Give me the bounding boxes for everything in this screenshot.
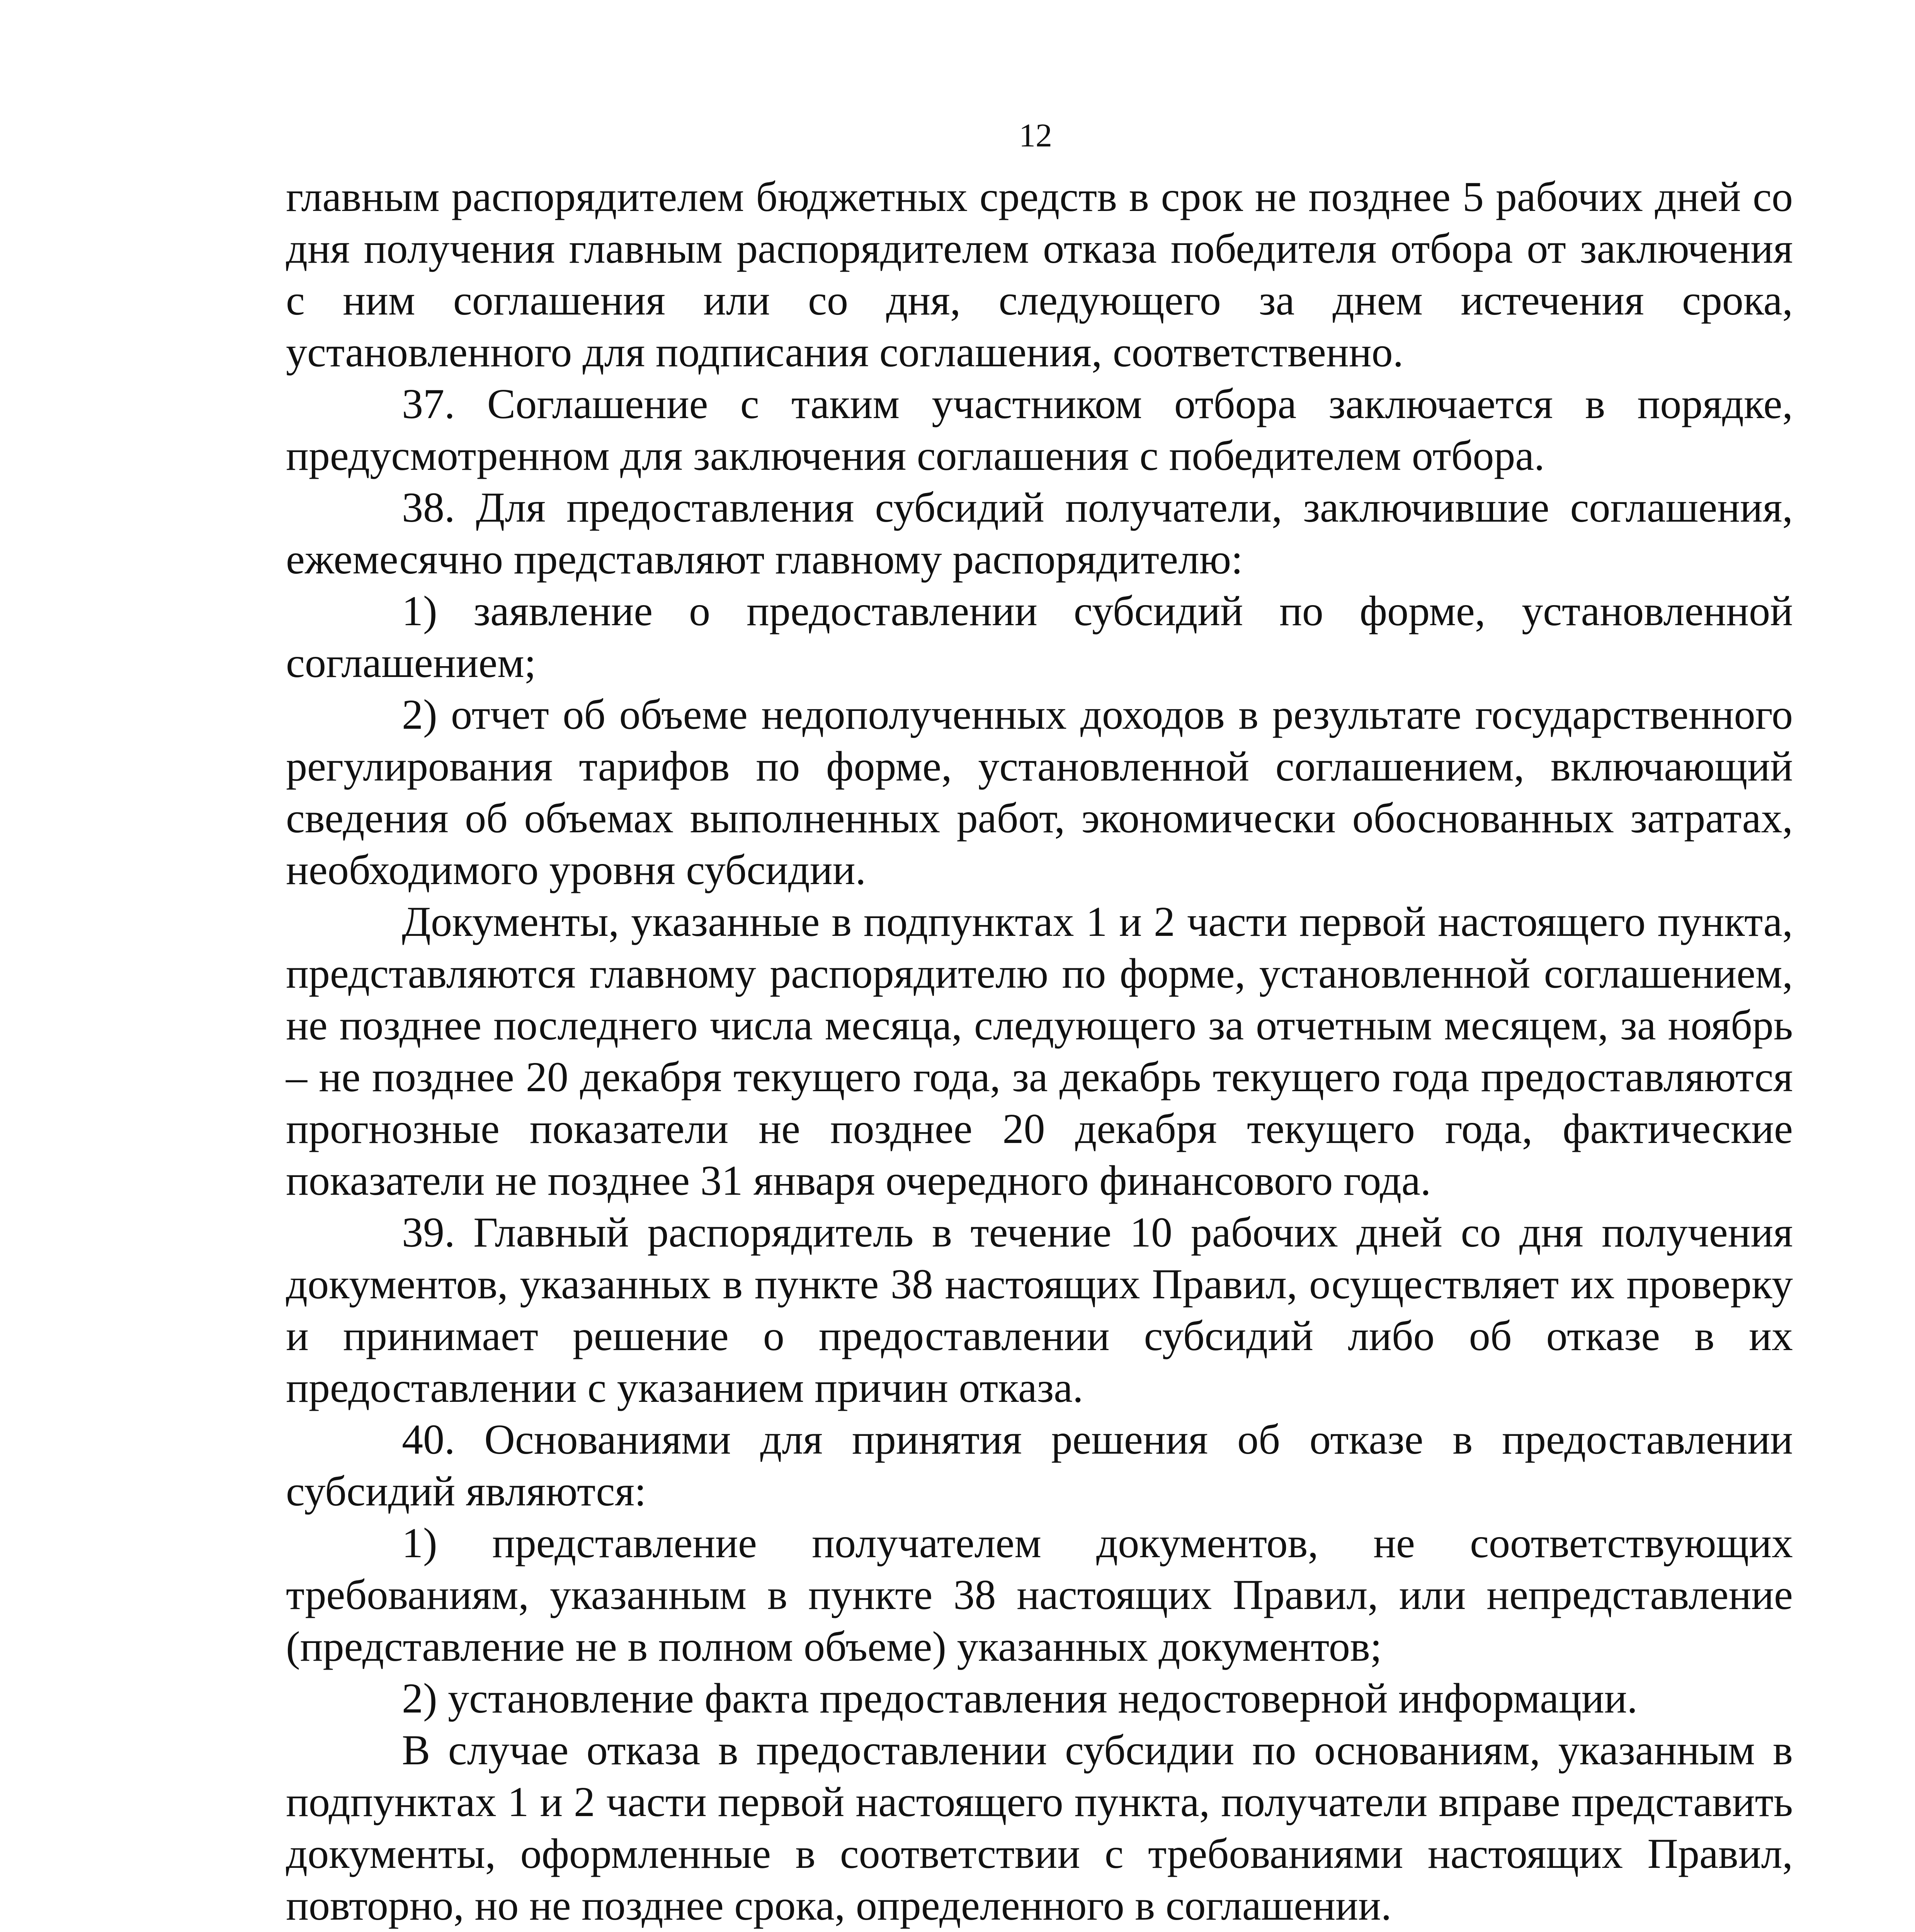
paragraph-subitem-1: 1) заявление о предоставлении субсидий по форме, установленной соглашением; [286, 587, 1793, 686]
paragraph-reason-1: 1) представление получателем документов, не соответствующих требованиям, указанным в пункте 38 настоящих Правил, или непредставление (представление не в полном объеме) указанных документов; [286, 1519, 1793, 1670]
paragraph-item-37: 37. Соглашение с таким участником отбора заключается в порядке, предусмотренном для заключения соглашения с победителем отбора. [286, 380, 1793, 479]
page-number: 12 [1019, 117, 1052, 154]
paragraph-item-38: 38. Для предоставления субсидий получатели, заключившие соглашения, ежемесячно представляют главному распорядителю: [286, 484, 1793, 583]
paragraph-item-40: 40. Основаниями для принятия решения об отказе в предоставлении субсидий являются: [286, 1416, 1793, 1515]
document-body [286, 171, 1793, 1932]
paragraph-reason-2: 2) установление факта предоставления недостоверной информации. [402, 1675, 1638, 1722]
paragraph-continuation: главным распорядителем бюджетных средств в срок не позднее 5 рабочих дней со дня получения главным распорядителем отказа победителя отбора от заключения с ним соглашения или со дня, следующего за днем истечения срока, установленного для подписания соглашения, соответственно. [286, 173, 1793, 376]
paragraph-subitem-2: 2) отчет об объеме недополученных доходов в результате государственного регулирования тарифов по форме, установленной соглашением, включающий сведения об объемах выполненных работ, экономически обоснованных затратах, необходимого уровня субсидии. [286, 691, 1793, 893]
paragraph-refusal-case: В случае отказа в предоставлении субсидии по основаниям, указанным в подпунктах 1 и 2 части первой настоящего пункта, получатели вправе представить документы, оформленные в соответствии с требованиями настоящих Правил, повторно, но не позднее срока, определенного в соглашении. [286, 1726, 1793, 1929]
paragraph-documents: Документы, указанные в подпунктах 1 и 2 части первой настоящего пункта, представляются главному распорядителю по форме, установленной соглашением, не позднее последнего числа месяца, следующего за отчетным месяцем, за ноябрь – не позднее 20 декабря текущего года, за декабрь текущего года предоставляются прогнозные показатели не позднее 20 декабря текущего года, фактические показатели не позднее 31 января очередного финансового года. [286, 898, 1793, 1204]
paragraph-item-39: 39. Главный распорядитель в течение 10 рабочих дней со дня получения документов, указанных в пункте 38 настоящих Правил, осуществляет их проверку и принимает решение о предоставлении субсидий либо об отказе в их предоставлении с указанием причин отказа. [286, 1209, 1793, 1411]
